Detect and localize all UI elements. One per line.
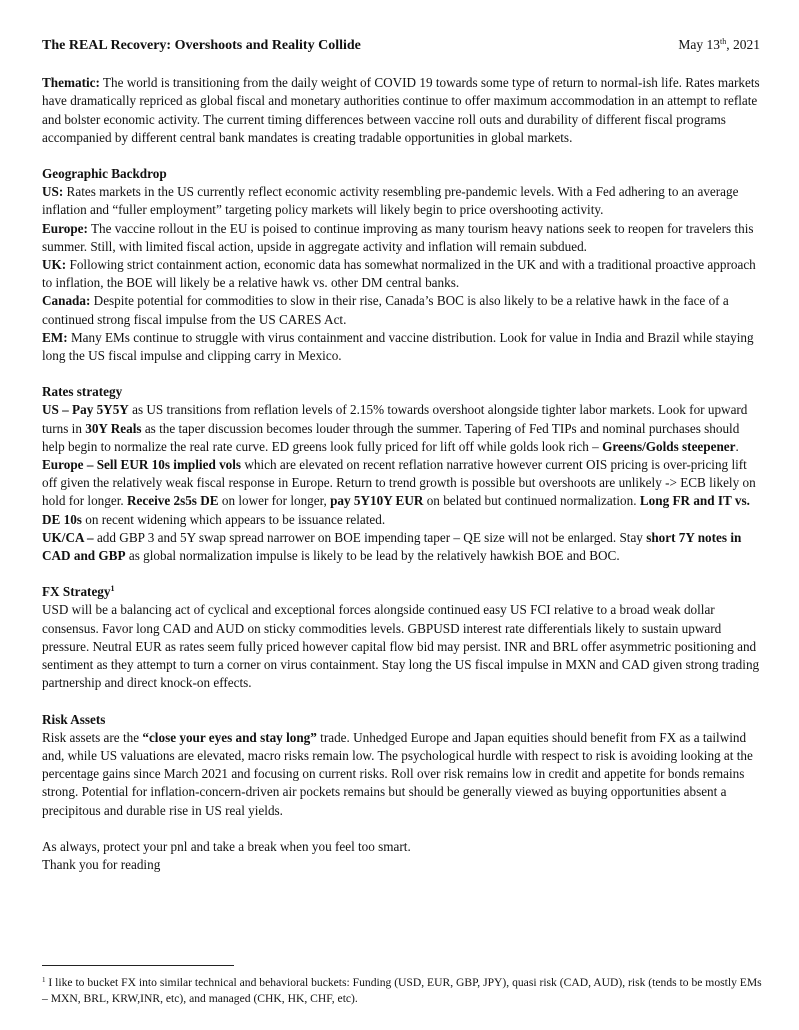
date-day: May 13 bbox=[678, 37, 721, 52]
rates-europe-bold-3: Long FR and IT vs. DE 10s bbox=[42, 493, 750, 527]
rates-us-bold-2: Greens/Golds steepener bbox=[602, 438, 736, 454]
geographic-section bbox=[42, 165, 762, 365]
closing-section bbox=[42, 838, 762, 874]
risk-text-2: trade. Unhedged Europe and Japan equities should benefit from FX as a tailwind and, while US valuations are elevated, macro risks remain low. The psychological hurdle with respect to risk is avoiding looking at the percentage gains since March 2021 and focusing on current risks. Roll over risk remains low in credit and appetite for bonds remains strong. Potential for inflation-concern-driven air pockets remains but should be generally viewed as buying opportunities absent a precipitous and durable rise in US real yields. bbox=[42, 729, 753, 818]
fx-section bbox=[42, 583, 762, 692]
rates-us bbox=[42, 401, 762, 456]
rates-us-bold-1: 30Y Reals bbox=[85, 420, 142, 436]
rates-ukca-label: UK/CA – bbox=[42, 529, 94, 545]
rates-europe-label: Europe – Sell EUR 10s implied vols bbox=[42, 457, 242, 473]
geo-us-text: Rates markets in the US currently reflect economic activity resembling pre-pandemic levels. With a Fed adhering to an average inflation and “fuller employment” targeting policy markets will likely begin to price overshooting activity. bbox=[42, 184, 739, 218]
risk-heading: Risk Assets bbox=[42, 711, 106, 727]
rates-ukca-text-1: add GBP 3 and 5Y swap spread narrower on BOE impending taper – QE size will not be enlarged. Stay bbox=[93, 529, 647, 545]
thematic-label: Thematic: bbox=[42, 75, 100, 91]
document-header bbox=[42, 36, 762, 55]
geo-canada-label: Canada: bbox=[42, 293, 91, 309]
rates-europe-text-4: on recent widening which appears to be issuance related. bbox=[81, 511, 386, 527]
document-date bbox=[678, 36, 762, 54]
rates-europe-text-2: on lower for longer, bbox=[218, 493, 331, 509]
risk-bold-1: “close your eyes and stay long” bbox=[142, 729, 317, 745]
rates-ukca bbox=[42, 529, 762, 565]
geo-us-label: US: bbox=[42, 184, 64, 200]
geo-us bbox=[42, 183, 762, 219]
rates-us-label: US – Pay 5Y5Y bbox=[42, 402, 129, 418]
rates-us-text-1: as US transitions from reflation levels of 2.15% towards overshoot alongside tighter labor markets. Look for upward turns in bbox=[42, 402, 748, 436]
rates-europe-bold-2: pay 5Y10Y EUR bbox=[330, 493, 424, 509]
geo-europe bbox=[42, 220, 762, 256]
rates-ukca-text-2: as global normalization impulse is likely to be lead by the relatively hawkish BOE and BOC. bbox=[125, 548, 620, 564]
document-title: The REAL Recovery: Overshoots and Reality Collide bbox=[42, 38, 361, 53]
geo-europe-label: Europe: bbox=[42, 220, 88, 236]
thematic-text: The world is transitioning from the daily weight of COVID 19 towards some type of return to normal-ish life. Rates markets have dramatically repriced as global fiscal and monetary authorities continue to offer maximum accommodation in an attempt to reflate and bolster economic activity. The current timing differences between vaccine roll outs and durability of different fiscal programs accompanied by different central bank mandates is creating tradable opportunities in global markets. bbox=[42, 75, 760, 145]
rates-europe bbox=[42, 456, 762, 529]
geo-canada-text: Despite potential for commodities to slow in their rise, Canada’s BOC is also likely to be a relative hawk in the face of a continued strong fiscal impulse from the US CARES Act. bbox=[42, 293, 729, 327]
risk-section bbox=[42, 711, 762, 820]
rates-europe-text-3: on belated but continued normalization. bbox=[423, 493, 640, 509]
closing-line-2: Thank you for reading bbox=[42, 856, 161, 872]
thematic-paragraph bbox=[42, 74, 762, 147]
closing-line-1: As always, protect your pnl and take a break when you feel too smart. bbox=[42, 838, 411, 854]
date-year: , 2021 bbox=[726, 37, 760, 52]
geographic-heading: Geographic Backdrop bbox=[42, 166, 167, 182]
rates-heading: Rates strategy bbox=[42, 384, 123, 400]
risk-text-1: Risk assets are the bbox=[42, 729, 143, 745]
footnote bbox=[42, 975, 762, 1007]
geo-uk-label: UK: bbox=[42, 257, 67, 273]
fx-heading bbox=[42, 583, 762, 601]
rates-us-text-3: . bbox=[735, 438, 739, 454]
rates-europe-text-1: which are elevated on recent reflation narrative however current OIS pricing is over-pricing lift off given the relatively weak fiscal response in Europe. Return to trend growth is possible but overshoots are unlikely -> ECB likely on hold for longer. bbox=[42, 457, 756, 509]
rates-us-text-2: as the taper discussion becomes louder through the summer. Tapering of Fed TIPs and nominal purchases should help begin to normalize the real rate curve. ED greens look fully priced for lift off while golds look rich – bbox=[42, 420, 740, 454]
rates-europe-bold-1: Receive 2s5s DE bbox=[126, 493, 219, 509]
fx-paragraph: USD will be a balancing act of cyclical and exceptional forces alongside continued easy US FCI relative to a broad weak dollar consensus. Favor long CAD and AUD on sticky commodities levels. GBPUSD interest rate differentials likely to sustain upward pressure. Neutral EUR as rates seem fully priced however capital flow bid may persist. INR and BRL offer asymmetric positioning and sentiment as they attempt to turn a corner on virus containment. Stay long the US fiscal impulse in MXN and CAD given strong trading partnership and direct knock-on effects. bbox=[42, 602, 760, 691]
risk-paragraph bbox=[42, 729, 762, 820]
geo-europe-text: The vaccine rollout in the EU is poised to continue improving as many tourism heavy nations seek to reopen for travelers this summer. Still, with limited fiscal action, upside in aggregate activity and inflation will remain subdued. bbox=[42, 220, 754, 254]
footnote-divider bbox=[42, 965, 234, 966]
rates-section bbox=[42, 383, 762, 565]
footnote-marker: 1 bbox=[42, 976, 46, 984]
document-page bbox=[42, 36, 762, 874]
geo-uk-text: Following strict containment action, economic data has somewhat normalized in the UK and with a traditional proactive approach to inflation, the BOE will likely be a relative hawk vs. other DM central banks. bbox=[42, 257, 756, 291]
geo-em-label: EM: bbox=[42, 329, 68, 345]
geo-em bbox=[42, 329, 762, 365]
geo-canada bbox=[42, 292, 762, 328]
footnote-text: I like to bucket FX into similar technical and behavioral buckets: Funding (USD, EUR, GBP, JPY), quasi risk (CAD, AUD), risk (tends to be mostly EMs – MXN, BRL, KRW,INR, etc), and managed (CHK, HK, CHF, etc). bbox=[42, 976, 762, 1005]
date-ordinal: th bbox=[720, 37, 727, 46]
rates-ukca-bold-1: short 7Y notes in CAD and GBP bbox=[42, 529, 742, 564]
fx-heading-text: FX Strategy bbox=[42, 584, 111, 600]
fx-footnote-marker: 1 bbox=[110, 584, 115, 594]
geo-uk bbox=[42, 256, 762, 292]
geo-em-text: Many EMs continue to struggle with virus containment and vaccine distribution. Look for value in India and Brazil while staying long the US fiscal impulse and clipping carry in Mexico. bbox=[42, 329, 754, 364]
